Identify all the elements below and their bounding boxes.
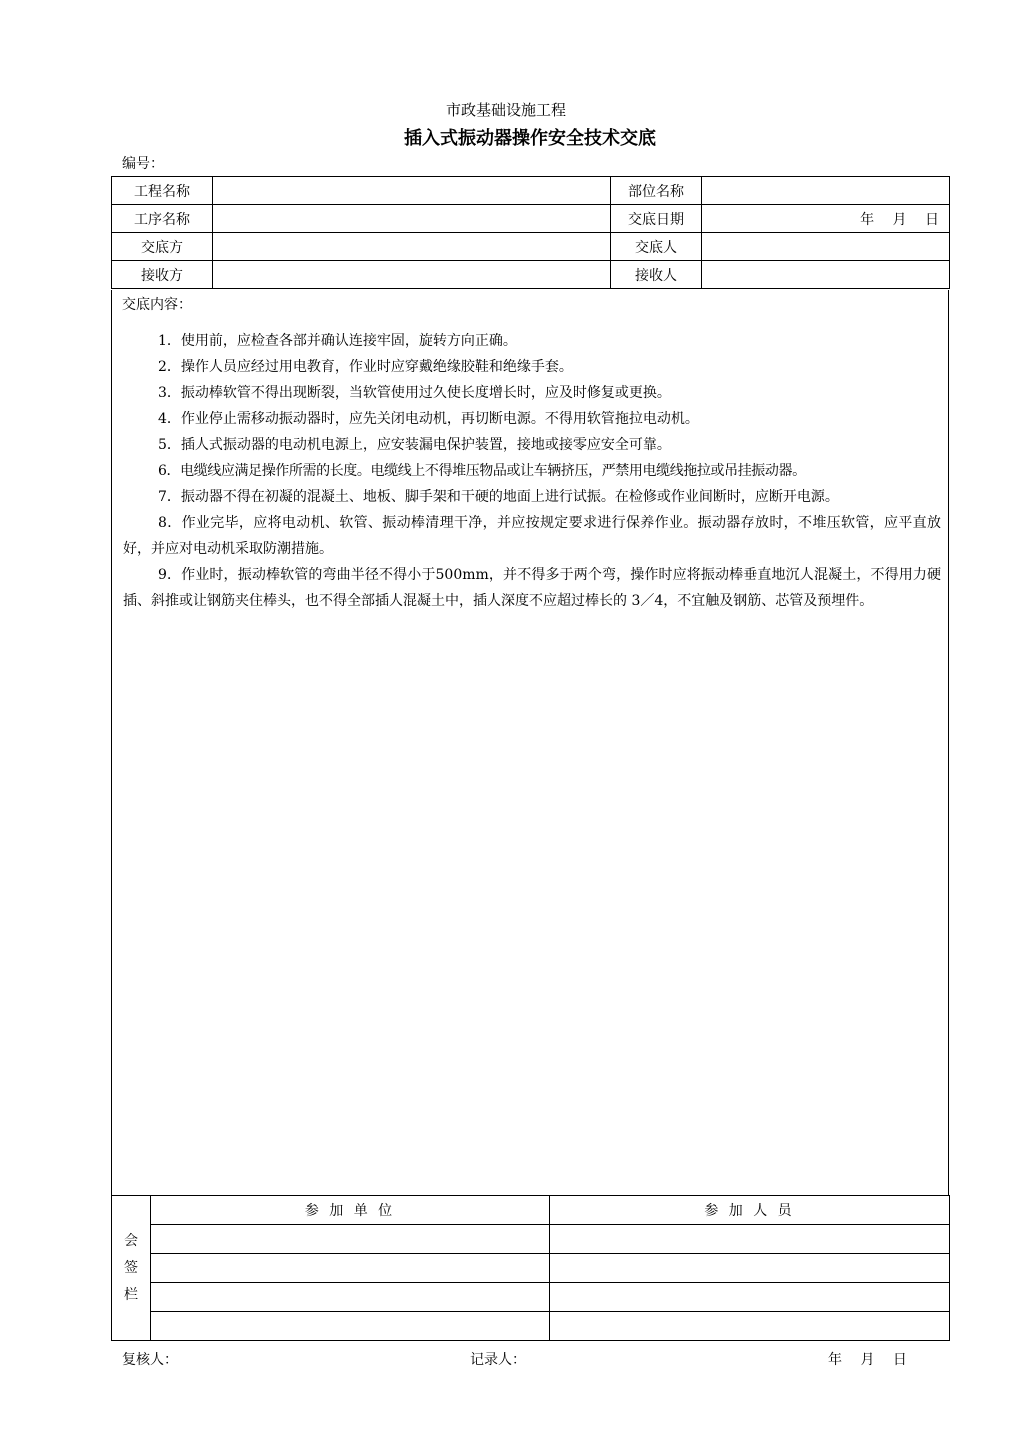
- participating-person-field[interactable]: [550, 1283, 950, 1312]
- receiver-party-label: 接收方: [112, 261, 213, 289]
- list-item: 6．电缆线应满足操作所需的长度。电缆线上不得堆压物品或让车辆挤压，严禁用电缆线拖拉或吊挂振动器。: [158, 463, 806, 479]
- table-row: [112, 1254, 950, 1283]
- location-name-field[interactable]: [702, 177, 950, 205]
- document-subtitle: 市政基础设施工程: [445, 101, 566, 119]
- reviewer-label: 复核人：: [122, 1352, 178, 1368]
- participating-unit-field[interactable]: [151, 1225, 550, 1254]
- document-title: 插入式振动器操作安全技术交底: [404, 128, 656, 149]
- list-item: 4．作业停止需移动振动器时，应先关闭电动机，再切断电源。不得用软管拖拉电动机。: [158, 411, 699, 427]
- discloser-party-field[interactable]: [213, 233, 611, 261]
- table-row: [112, 205, 950, 233]
- project-name-field[interactable]: [213, 177, 611, 205]
- table-row: [112, 1312, 950, 1341]
- participating-person-field[interactable]: [550, 1225, 950, 1254]
- footer-date-placeholder: 年 月 日: [828, 1352, 907, 1368]
- participating-unit-field[interactable]: [151, 1254, 550, 1283]
- recorder-label: 记录人：: [470, 1352, 526, 1368]
- info-table: [111, 176, 950, 289]
- list-item: 5．插人式振动器的电动机电源上，应安装漏电保护装置，接地或接零应安全可靠。: [158, 437, 671, 453]
- participating-person-header: 参 加 人 员: [550, 1196, 950, 1225]
- signoff-char: 栏: [124, 1286, 138, 1303]
- disclosure-date-placeholder: 年 月 日: [860, 211, 939, 228]
- discloser-person-label: 交底人: [611, 233, 702, 261]
- table-row: [112, 1283, 950, 1312]
- participating-unit-field[interactable]: [151, 1312, 550, 1341]
- list-item: 1．使用前，应检查各部并确认连接牢固，旋转方向正确。: [158, 333, 517, 349]
- disclosure-date-field[interactable]: [702, 205, 950, 233]
- receiver-person-label: 接收人: [611, 261, 702, 289]
- table-row: [112, 177, 950, 205]
- participating-person-field[interactable]: [550, 1312, 950, 1341]
- process-name-field[interactable]: [213, 205, 611, 233]
- receiver-party-field[interactable]: [213, 261, 611, 289]
- participating-unit-field[interactable]: [151, 1283, 550, 1312]
- signoff-vertical-label: [112, 1196, 151, 1341]
- content-items: [123, 328, 941, 614]
- table-row: [112, 1196, 950, 1225]
- process-name-label: 工序名称: [112, 205, 213, 233]
- list-item: 3．振动棒软管不得出现断裂，当软管使用过久使长度增长时，应及时修复或更换。: [158, 385, 671, 401]
- serial-number-label: 编号：: [122, 156, 164, 172]
- discloser-party-label: 交底方: [112, 233, 213, 261]
- list-item: 2．操作人员应经过用电教育，作业时应穿戴绝缘胶鞋和绝缘手套。: [158, 359, 573, 375]
- discloser-person-field[interactable]: [702, 233, 950, 261]
- list-item: 7．振动器不得在初凝的混凝土、地板、脚手架和干硬的地面上进行试振。在检修或作业间断时，应断开电源。: [158, 489, 839, 505]
- signoff-char: 会: [124, 1232, 138, 1249]
- list-item: 8．作业完毕，应将电动机、软管、振动棒清理干净，并应按规定要求进行保养作业。振动器存放时，不堆压软管，应平直放好，并应对电动机采取防潮措施。: [123, 515, 941, 557]
- content-label: 交底内容：: [122, 297, 192, 313]
- disclosure-content-area: [111, 290, 949, 1195]
- participating-unit-header: 参 加 单 位: [151, 1196, 550, 1225]
- disclosure-date-label: 交底日期: [611, 205, 702, 233]
- list-item: 9．作业时，振动棒软管的弯曲半径不得小于500mm，并不得多于两个弯，操作时应将振动棒垂直地沉人混凝土，不得用力硬插、斜推或让钢筋夹住棒头，也不得全部插人混凝土中，插人深度不应超过棒长的 3／4，不宜触及钢筋、芯管及预埋件。: [123, 567, 941, 609]
- signoff-table: [111, 1195, 950, 1341]
- signoff-char: 签: [124, 1259, 138, 1276]
- table-row: [112, 261, 950, 289]
- participating-person-field[interactable]: [550, 1254, 950, 1283]
- location-name-label: 部位名称: [611, 177, 702, 205]
- table-row: [112, 233, 950, 261]
- project-name-label: 工程名称: [112, 177, 213, 205]
- table-row: [112, 1225, 950, 1254]
- receiver-person-field[interactable]: [702, 261, 950, 289]
